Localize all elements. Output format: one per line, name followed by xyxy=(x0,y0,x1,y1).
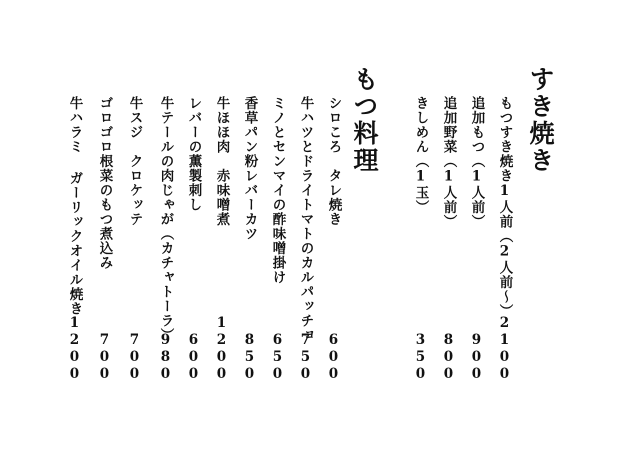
menu-item-name: 牛ハツとドライトマトのカルパッチョ xyxy=(297,96,314,343)
menu-item-name: 香草パン粉レバーカツ xyxy=(241,96,258,241)
menu-item-name: 牛ほほ肉 赤味噌煮 xyxy=(213,96,230,227)
menu-item-price: 850 xyxy=(241,332,258,383)
menu-item-price: 600 xyxy=(325,332,342,383)
menu-item-price: 600 xyxy=(185,332,202,383)
menu-item-name: 牛ハラミ ガーリックオイル焼き xyxy=(66,96,83,316)
menu-item-price: 1200 xyxy=(213,315,230,383)
menu-item-price: 980 xyxy=(157,332,174,383)
menu-item-name: 追加野菜（1人前） xyxy=(440,96,457,229)
section-heading-sukiyaki: すき焼き xyxy=(526,66,555,174)
menu-item-name: シロころ タレ焼き xyxy=(325,96,342,227)
menu-item-name: 牛テールの肉じゃが（カチャトーラ） xyxy=(157,96,174,343)
menu-item-price: 900 xyxy=(468,332,485,383)
menu-item-price: 750 xyxy=(297,332,314,383)
menu-item-price: 650 xyxy=(269,332,286,383)
menu-item-price: 1200 xyxy=(66,315,83,383)
section-heading-motsu-ryori: もつ料理 xyxy=(350,66,379,174)
menu-item-price: 700 xyxy=(126,332,143,383)
menu-item-price: 2100 xyxy=(496,315,513,383)
menu-item-name: ミノとセンマイの酢味噌掛け xyxy=(269,96,286,285)
menu-item-name: 追加もつ（1人前） xyxy=(468,96,485,229)
menu-item-name: レバーの薫製刺し xyxy=(185,96,202,212)
menu-item-name: きしめん（1玉） xyxy=(412,96,429,215)
menu-item-name: 牛スジ クロケッテ xyxy=(126,96,143,227)
menu-item-name: もつすき焼き1人前（2人前〜） xyxy=(496,96,513,319)
menu-item-price: 800 xyxy=(440,332,457,383)
menu-item-price: 700 xyxy=(96,332,113,383)
menu-item-price: 350 xyxy=(412,332,429,383)
menu-item-name: ゴロゴロ根菜のもつ煮込み xyxy=(96,96,113,270)
